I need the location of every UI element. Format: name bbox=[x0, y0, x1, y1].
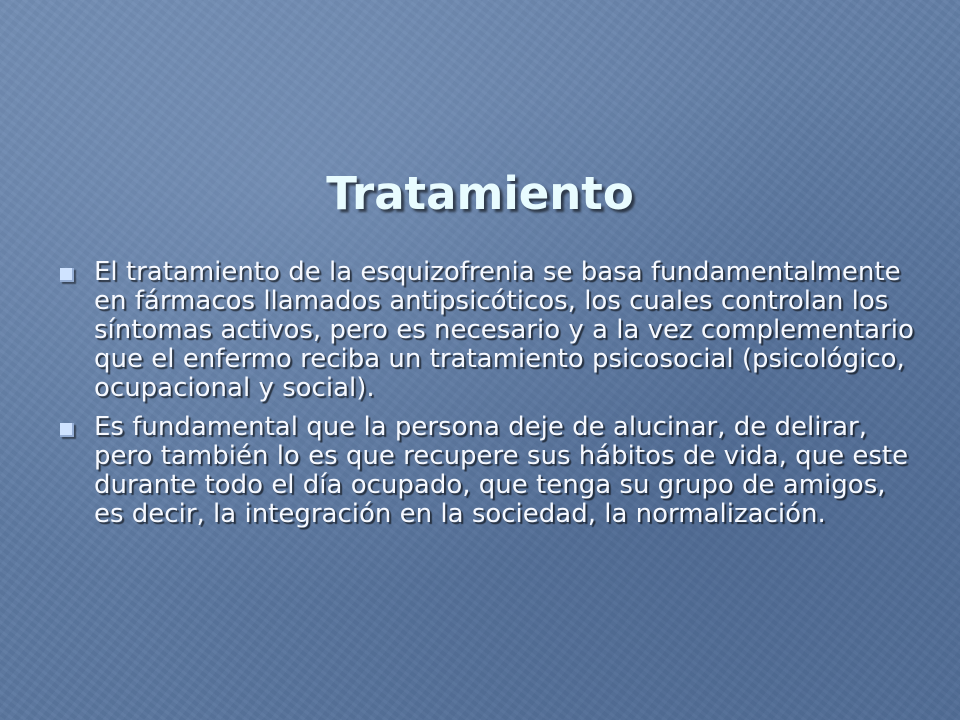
square-bullet-icon bbox=[60, 268, 74, 282]
square-bullet-icon bbox=[60, 423, 74, 437]
bullet-item bbox=[58, 258, 918, 403]
bullet-text: El tratamiento de la esquizofrenia se basa fundamentalmente en fármacos llamados antipsicóticos, los cuales controlan los síntomas activos, pero es necesario y a la vez complementario que el enfermo reciba un tratamiento psicosocial (psicológico, ocupacional y social). bbox=[94, 257, 914, 403]
slide-title: Tratamiento bbox=[326, 167, 634, 220]
bullet-list bbox=[58, 258, 918, 539]
bullet-item bbox=[58, 413, 918, 529]
bullet-text: Es fundamental que la persona deje de alucinar, de delirar, pero también lo es que recupere sus hábitos de vida, que este durante todo el día ocupado, que tenga su grupo de amigos, es decir, la integración en la sociedad, la normalización. bbox=[94, 412, 909, 529]
